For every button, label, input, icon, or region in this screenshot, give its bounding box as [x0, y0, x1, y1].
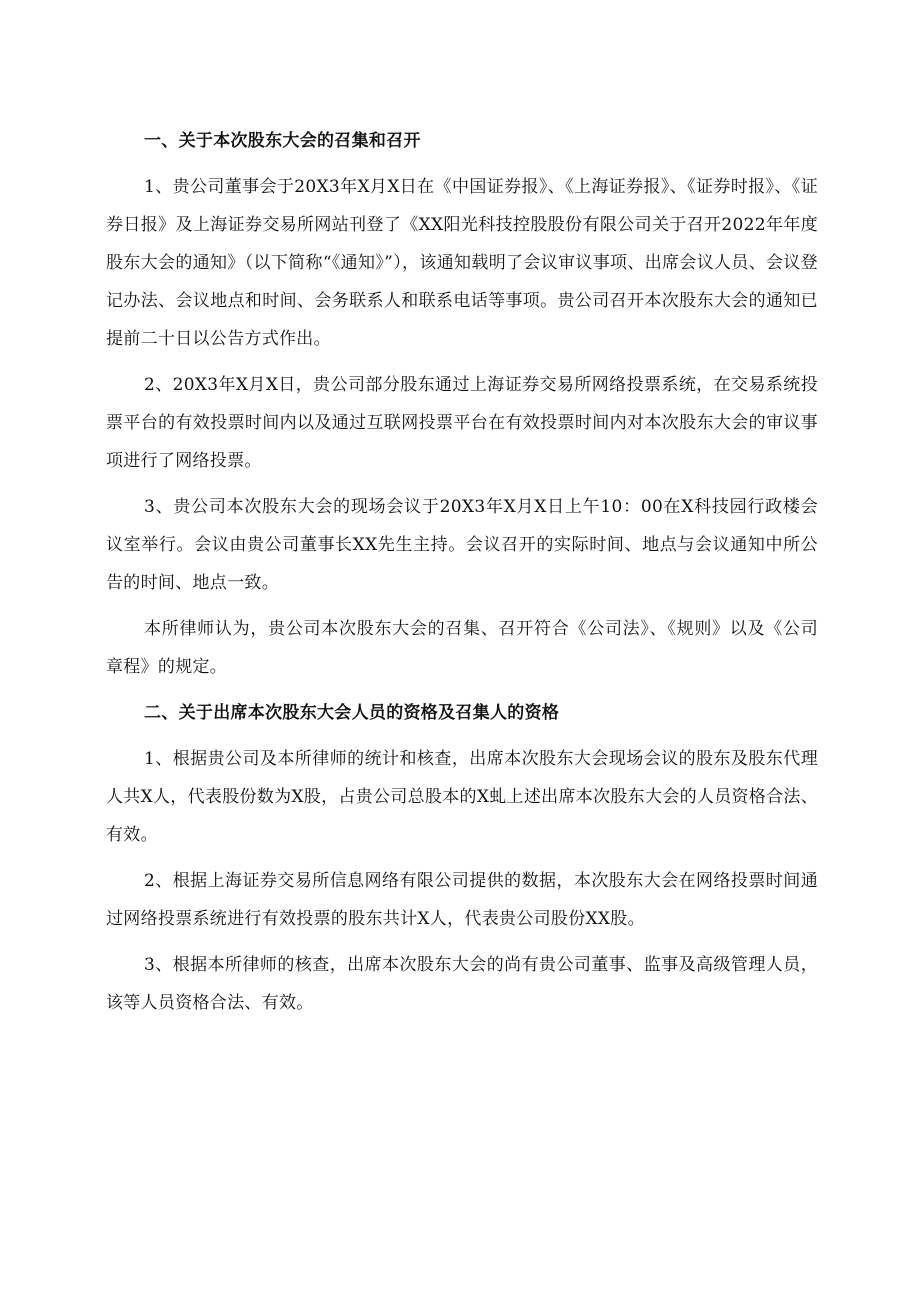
paragraph-onsite-meeting: 3、贵公司本次股东大会的现场会议于20X3年X月X日上午10：00在X科技园行政楼会议室举行。会议由贵公司董事长XX先生主持。会议召开的实际时间、地点与会议通知中所公告的时间、地点一致。 [106, 497, 818, 593]
paragraph-notice-published: 1、贵公司董事会于20X3年X月X日在《中国证券报》、《上海证券报》、《证券时报》、《证券日报》及上海证券交易所网站刊登了《XX阳光科技控股股份有限公司关于召开2022年年度股东大会的通知》（以下简称“《通知》”），该通知载明了会议审议事项、出席会议人员、会议登记办法、会议地点和时间、会务联系人和联系电话等事项。贵公司召开本次股东大会的通知已提前二十日以公告方式作出。 [106, 177, 818, 349]
paragraph-officers-attending: 3、根据本所律师的核查，出席本次股东大会的尚有贵公司董事、监事及高级管理人员，该等人员资格合法、有效。 [106, 955, 818, 1013]
section-heading-attendee-qualification: 二、关于出席本次股东大会人员的资格及召集人的资格 [144, 703, 560, 723]
paragraph-lawyer-opinion: 本所律师认为，贵公司本次股东大会的召集、召开符合《公司法》、《规则》以及《公司章程》的规定。 [106, 619, 818, 677]
paragraph-online-attendees: 2、根据上海证券交易所信息网络有限公司提供的数据，本次股东大会在网络投票时间通过网络投票系统进行有效投票的股东共计X人，代表贵公司股份XX股。 [106, 871, 818, 929]
document-body [106, 122, 818, 1030]
section-heading-convening: 一、关于本次股东大会的召集和召开 [144, 131, 421, 151]
paragraph-onsite-attendees: 1、根据贵公司及本所律师的统计和核查，出席本次股东大会现场会议的股东及股东代理人共X人，代表股份数为X股，占贵公司总股本的X虬上述出席本次股东大会的人员资格合法、有效。 [106, 749, 818, 845]
paragraph-online-voting: 2、20X3年X月X日，贵公司部分股东通过上海证券交易所网络投票系统，在交易系统投票平台的有效投票时间内以及通过互联网投票平台在有效投票时间内对本次股东大会的审议事项进行了网络投票。 [106, 375, 818, 471]
